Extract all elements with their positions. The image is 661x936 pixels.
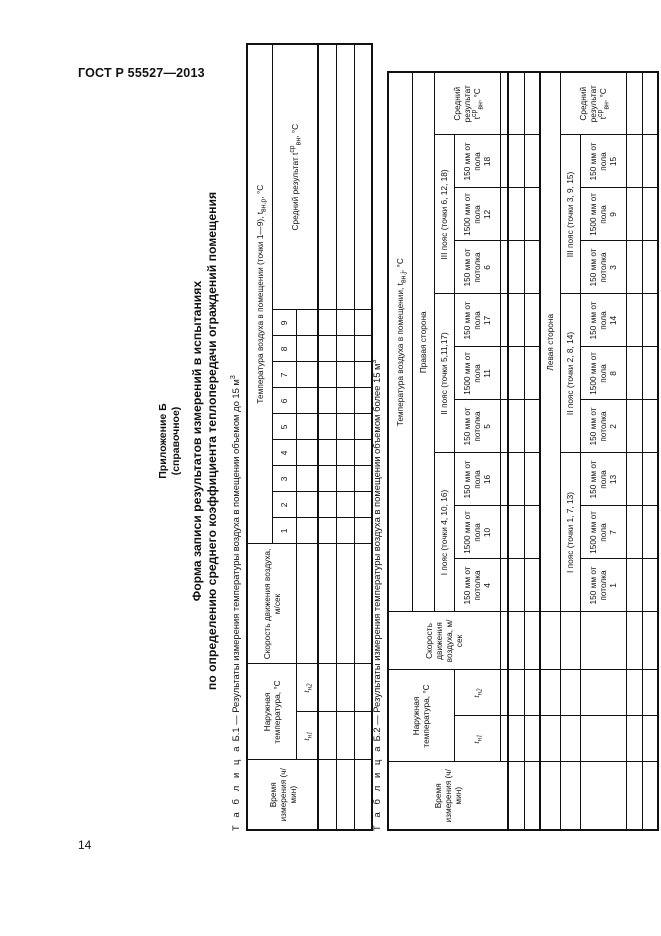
table2-left-average xyxy=(560,72,626,135)
table2-left-point xyxy=(580,188,626,241)
table2-data-row xyxy=(524,72,540,830)
table1-t-n2-symbol: t xyxy=(301,690,311,693)
table2-left-avg-label: Средний результат t xyxy=(578,85,608,123)
table1-caption-label: Т а б л и ц а xyxy=(230,743,241,831)
table1-empty-cell xyxy=(296,518,318,544)
point-position: 1500 мм от пола xyxy=(462,193,482,236)
point-position: 150 мм от потолка xyxy=(462,407,482,446)
table2-room-temp-unit: , °С xyxy=(395,258,406,273)
table2-right-point xyxy=(454,135,500,188)
table1-t-n1-symbol: t xyxy=(301,738,311,741)
table2-avg-sup: ср xyxy=(471,109,479,117)
table1-empty-cell xyxy=(296,544,318,664)
table1-point: 7 xyxy=(272,362,296,388)
table1-t-n1 xyxy=(296,712,318,760)
point-position: 150 мм от пола xyxy=(588,301,608,340)
table-b1 xyxy=(246,43,373,831)
table1-empty-cell xyxy=(296,362,318,388)
point-number: 13 xyxy=(608,474,618,485)
table1-avg-sup: ср xyxy=(288,145,296,153)
point-position: 150 мм от потолка xyxy=(462,248,482,287)
table2-t-n2-symbol: t xyxy=(472,695,481,698)
table1-avg-label: Средний результат t xyxy=(289,152,300,231)
table2-right-side: Правая сторона xyxy=(412,72,434,612)
table2-caption-text: — Результаты измерения температуры воздуха в помещении объемом более 15 м xyxy=(371,363,382,725)
table1-point: 5 xyxy=(272,414,296,440)
table1-empty-cell xyxy=(296,414,318,440)
table2-caption-label: Т а б л и ц а xyxy=(371,743,382,831)
table2-right-average xyxy=(434,72,500,135)
table2-left-zone-1: I пояс (точки 1, 7, 13) xyxy=(560,453,580,612)
point-number: 9 xyxy=(608,212,618,217)
form-title-line-2: по определению среднего коэффициента теплопередачи ограждений помещения xyxy=(205,191,219,691)
point-position: 150 мм от потолка xyxy=(588,407,608,446)
table2-left-avg-sup: ср xyxy=(597,109,605,117)
standard-header: ГОСТ Р 55527—2013 xyxy=(78,66,205,80)
table1-t-n2 xyxy=(296,664,318,712)
point-position: 150 мм от потолка xyxy=(588,566,608,605)
table2-header-outdoor: Наружная температура, °С xyxy=(388,670,454,762)
point-position: 150 мм от пола xyxy=(462,301,482,340)
table2-right-point xyxy=(454,294,500,347)
point-number: 18 xyxy=(482,156,492,167)
table2-room-temp-sub: вн.j xyxy=(400,272,408,284)
table1-caption-text: — Результаты измерения температуры воздуха в помещении объемом до 15 м xyxy=(230,379,241,725)
point-number: 8 xyxy=(608,371,618,376)
table1-point: 8 xyxy=(272,336,296,362)
table1-empty-cell xyxy=(296,388,318,414)
table2-right-point xyxy=(454,453,500,506)
point-number: 3 xyxy=(608,265,618,270)
table2-left-point xyxy=(580,241,626,294)
point-position: 150 мм от пола xyxy=(462,460,482,499)
point-number: 2 xyxy=(608,424,618,429)
table2-left-zone-3: III пояс (точки 3, 9, 15) xyxy=(560,135,580,294)
table1-header-outdoor: Наружная температура, °С xyxy=(247,664,296,760)
table1-point: 9 xyxy=(272,310,296,336)
point-number: 15 xyxy=(608,156,618,167)
point-number: 1 xyxy=(608,583,618,588)
table1-room-temp-sub: вн.р xyxy=(260,198,268,212)
point-position: 150 мм от пола xyxy=(588,460,608,499)
table2-right-point xyxy=(454,400,500,453)
table2-right-point xyxy=(454,347,500,400)
table1-avg-unit: , °С xyxy=(289,123,300,138)
table2-header-air-speed: Скорость движения воздуха, м/сек xyxy=(388,612,500,670)
table2-avg-sub: вн xyxy=(477,102,485,110)
table2-right-zone-2: II пояс (точки 5,11,17) xyxy=(434,294,454,453)
appendix-heading xyxy=(157,51,183,831)
point-number: 5 xyxy=(482,424,492,429)
table1-point: 1 xyxy=(272,518,296,544)
table2-left-zone-2: II пояс (точки 2, 8, 14) xyxy=(560,294,580,453)
table2-t-n2 xyxy=(454,670,500,716)
point-position: 150 мм от пола xyxy=(462,142,482,181)
table2-caption-sup: 3 xyxy=(370,359,378,364)
point-number: 6 xyxy=(482,265,492,270)
table1-header-room-temp xyxy=(247,44,272,544)
table1-avg-sub: вн xyxy=(295,137,303,146)
point-position: 1500 мм от пола xyxy=(588,511,608,554)
table2-left-point xyxy=(580,506,626,559)
point-number: 12 xyxy=(482,209,492,220)
table1-point: 2 xyxy=(272,492,296,518)
table2-header-time: Время измерения (ч/мин) xyxy=(388,762,508,830)
table-b2 xyxy=(387,71,659,831)
table1-data-row xyxy=(354,44,372,830)
table1-header-time: Время измерения (ч/мин) xyxy=(247,760,318,830)
point-position: 150 мм от потолка xyxy=(462,566,482,605)
table1-point: 4 xyxy=(272,440,296,466)
table2-left-side: Левая сторона xyxy=(540,72,560,612)
table2-right-zone-3: III пояс (точки 6, 12, 18) xyxy=(434,135,454,294)
table2-t-n2-sub: н2 xyxy=(476,688,484,696)
table1-empty-cell xyxy=(296,440,318,466)
table2-right-point xyxy=(454,241,500,294)
table1-header-air-speed: Скорость движения воздуха, м/сек xyxy=(247,544,296,664)
table2-left-point xyxy=(580,559,626,612)
point-position: 1500 мм от пола xyxy=(462,352,482,395)
table1-point: 6 xyxy=(272,388,296,414)
table2-right-zone-1: I пояс (точки 4, 10, 16) xyxy=(434,453,454,612)
form-title xyxy=(190,51,220,831)
table2-left-avg-sub: вн xyxy=(603,102,611,110)
table1-t-n2-sub: н2 xyxy=(306,683,314,691)
point-number: 10 xyxy=(482,527,492,538)
page-number: 14 xyxy=(78,838,92,852)
table1-caption-sup: 3 xyxy=(229,375,237,380)
landscape-page xyxy=(71,51,661,831)
table1-header-average xyxy=(272,44,318,310)
table2-avg-label: Средний результат t xyxy=(452,85,482,123)
point-position: 150 мм от потолка xyxy=(588,248,608,287)
table2-t-n1-sub: н1 xyxy=(476,734,484,742)
table2-caption xyxy=(371,360,382,831)
table2-caption-number: Б.2 xyxy=(371,727,382,742)
table2-left-point xyxy=(580,347,626,400)
table1-room-temp-label: Температура воздуха в помещении (точки 1—9), t xyxy=(254,211,265,404)
table1-data-row xyxy=(318,44,336,830)
table1-empty-cell xyxy=(296,336,318,362)
form-title-line-1: Форма записи результатов измерений в испытаниях xyxy=(190,280,204,602)
table2-data-row xyxy=(508,72,524,830)
point-position: 1500 мм от пола xyxy=(462,511,482,554)
table1-caption-number: Б.1 xyxy=(230,727,241,742)
table1-t-n1-sub: н1 xyxy=(306,731,314,739)
table1-data-row xyxy=(336,44,354,830)
point-number: 4 xyxy=(482,583,492,588)
table1-caption xyxy=(230,375,241,831)
table2-left-avg-unit: , °С xyxy=(598,88,608,103)
table2-room-temp-label: Температура воздуха в помещении, t xyxy=(395,283,406,427)
appendix-subtitle: (справочное) xyxy=(170,406,182,476)
point-position: 1500 мм от пола xyxy=(588,193,608,236)
table2-data-row xyxy=(626,72,642,830)
table2-left-point xyxy=(580,400,626,453)
point-number: 11 xyxy=(482,369,492,378)
table1-empty-cell xyxy=(296,310,318,336)
point-number: 17 xyxy=(482,315,492,326)
table2-header-room-temp xyxy=(388,72,412,612)
table2-left-point xyxy=(580,453,626,506)
table1-empty-cell xyxy=(296,492,318,518)
table2-avg-unit: , °С xyxy=(472,88,482,103)
table2-right-point xyxy=(454,188,500,241)
table2-left-point xyxy=(580,135,626,188)
table2-data-row xyxy=(642,72,658,830)
appendix-title: Приложение Б xyxy=(157,403,169,479)
table2-left-point xyxy=(580,294,626,347)
point-position: 150 мм от пола xyxy=(588,142,608,181)
table2-right-point xyxy=(454,559,500,612)
table1-point: 3 xyxy=(272,466,296,492)
table2-t-n1-symbol: t xyxy=(472,741,481,744)
table2-right-point xyxy=(454,506,500,559)
point-number: 16 xyxy=(482,474,492,485)
point-position: 1500 мм от пола xyxy=(588,352,608,395)
table1-room-temp-unit: , °С xyxy=(254,184,265,199)
table2-t-n1 xyxy=(454,716,500,762)
point-number: 7 xyxy=(608,530,618,535)
table1-empty-cell xyxy=(296,466,318,492)
point-number: 14 xyxy=(608,315,618,326)
